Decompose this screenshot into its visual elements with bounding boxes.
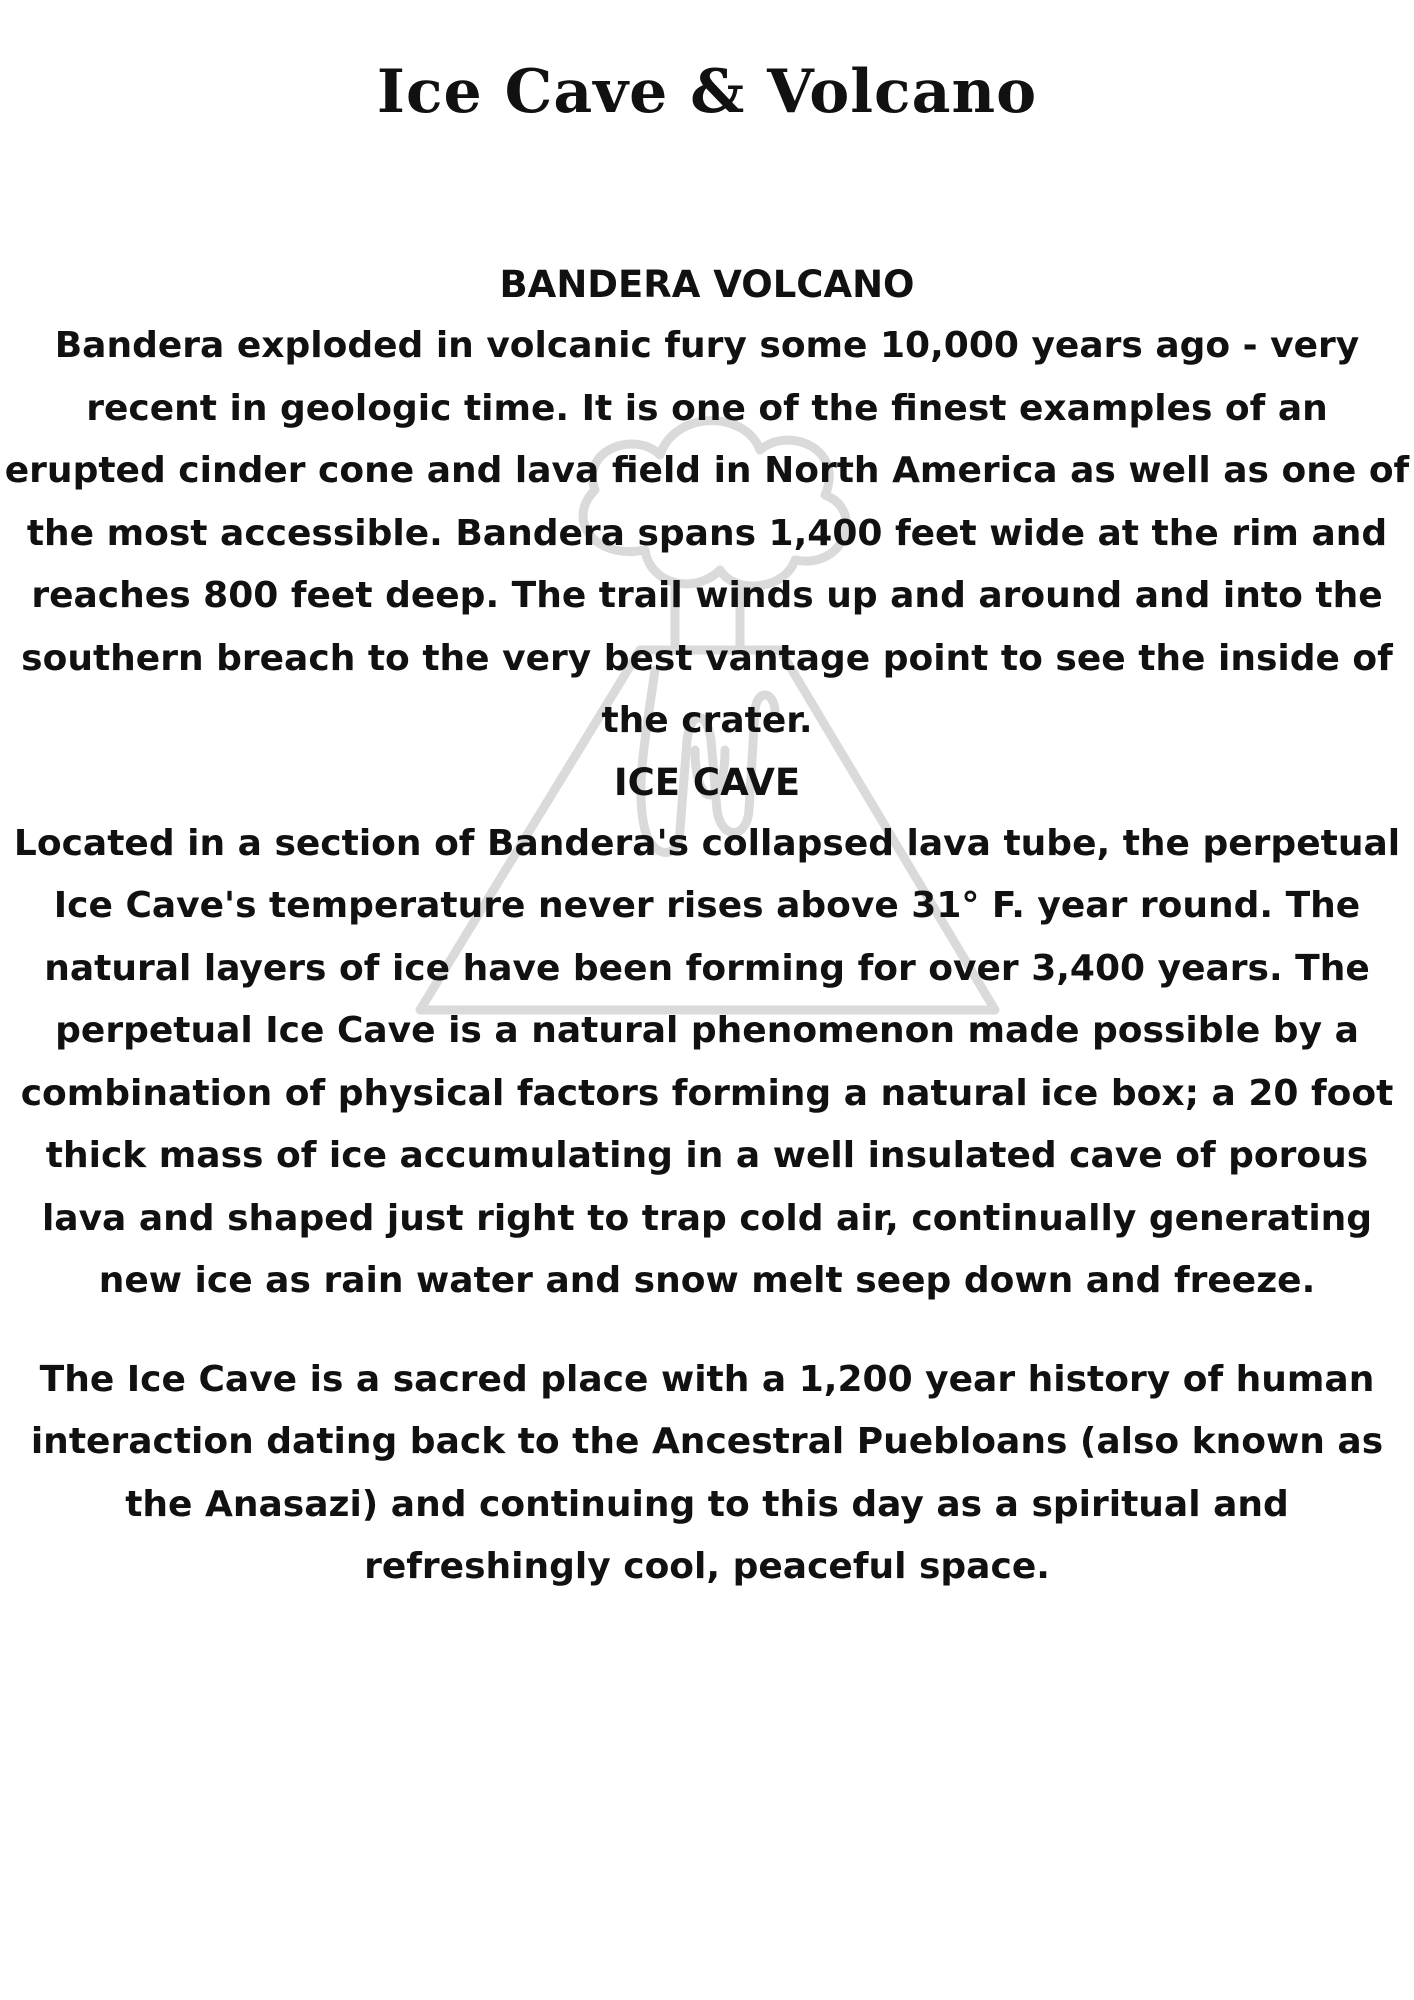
section-heading-bandera-volcano: BANDERA VOLCANO bbox=[499, 263, 915, 306]
paragraph-sacred-place: The Ice Cave is a sacred place with a 1,200 year history of human interaction dating back to the Ancestral Puebloans (also known as the Anasazi) and continuing to this day as a spiritual and refreshingly cool, peaceful space. bbox=[30, 1358, 1384, 1587]
paragraph-bandera-volcano: Bandera exploded in volcanic fury some 10,000 years ago - very recent in geologic time. It is one of the finest examples of an erupted cinder cone and lava field in North America as well as one of the most accessible. Bandera spans 1,400 feet wide at the rim and reaches 800 feet deep. The trail winds up and around and into the southern breach to the very best vantage point to see the inside of the crater. bbox=[4, 325, 1410, 741]
document-body bbox=[0, 255, 1414, 1599]
paragraph-ice-cave: Located in a section of Bandera's collapsed lava tube, the perpetual Ice Cave's temperature never rises above 31° F. year round. The natural layers of ice have been forming for over 3,400 years. The perpetual Ice Cave is a natural phenomenon made possible by a combination of physical factors forming a natural ice box; a 20 foot thick mass of ice accumulating in a well insulated cave of porous lava and shaped just right to trap cold air, continually generating new ice as rain water and snow melt seep down and freeze. bbox=[13, 822, 1401, 1301]
section-heading-ice-cave: ICE CAVE bbox=[613, 760, 801, 804]
page-title: Ice Cave & Volcano bbox=[376, 57, 1038, 127]
